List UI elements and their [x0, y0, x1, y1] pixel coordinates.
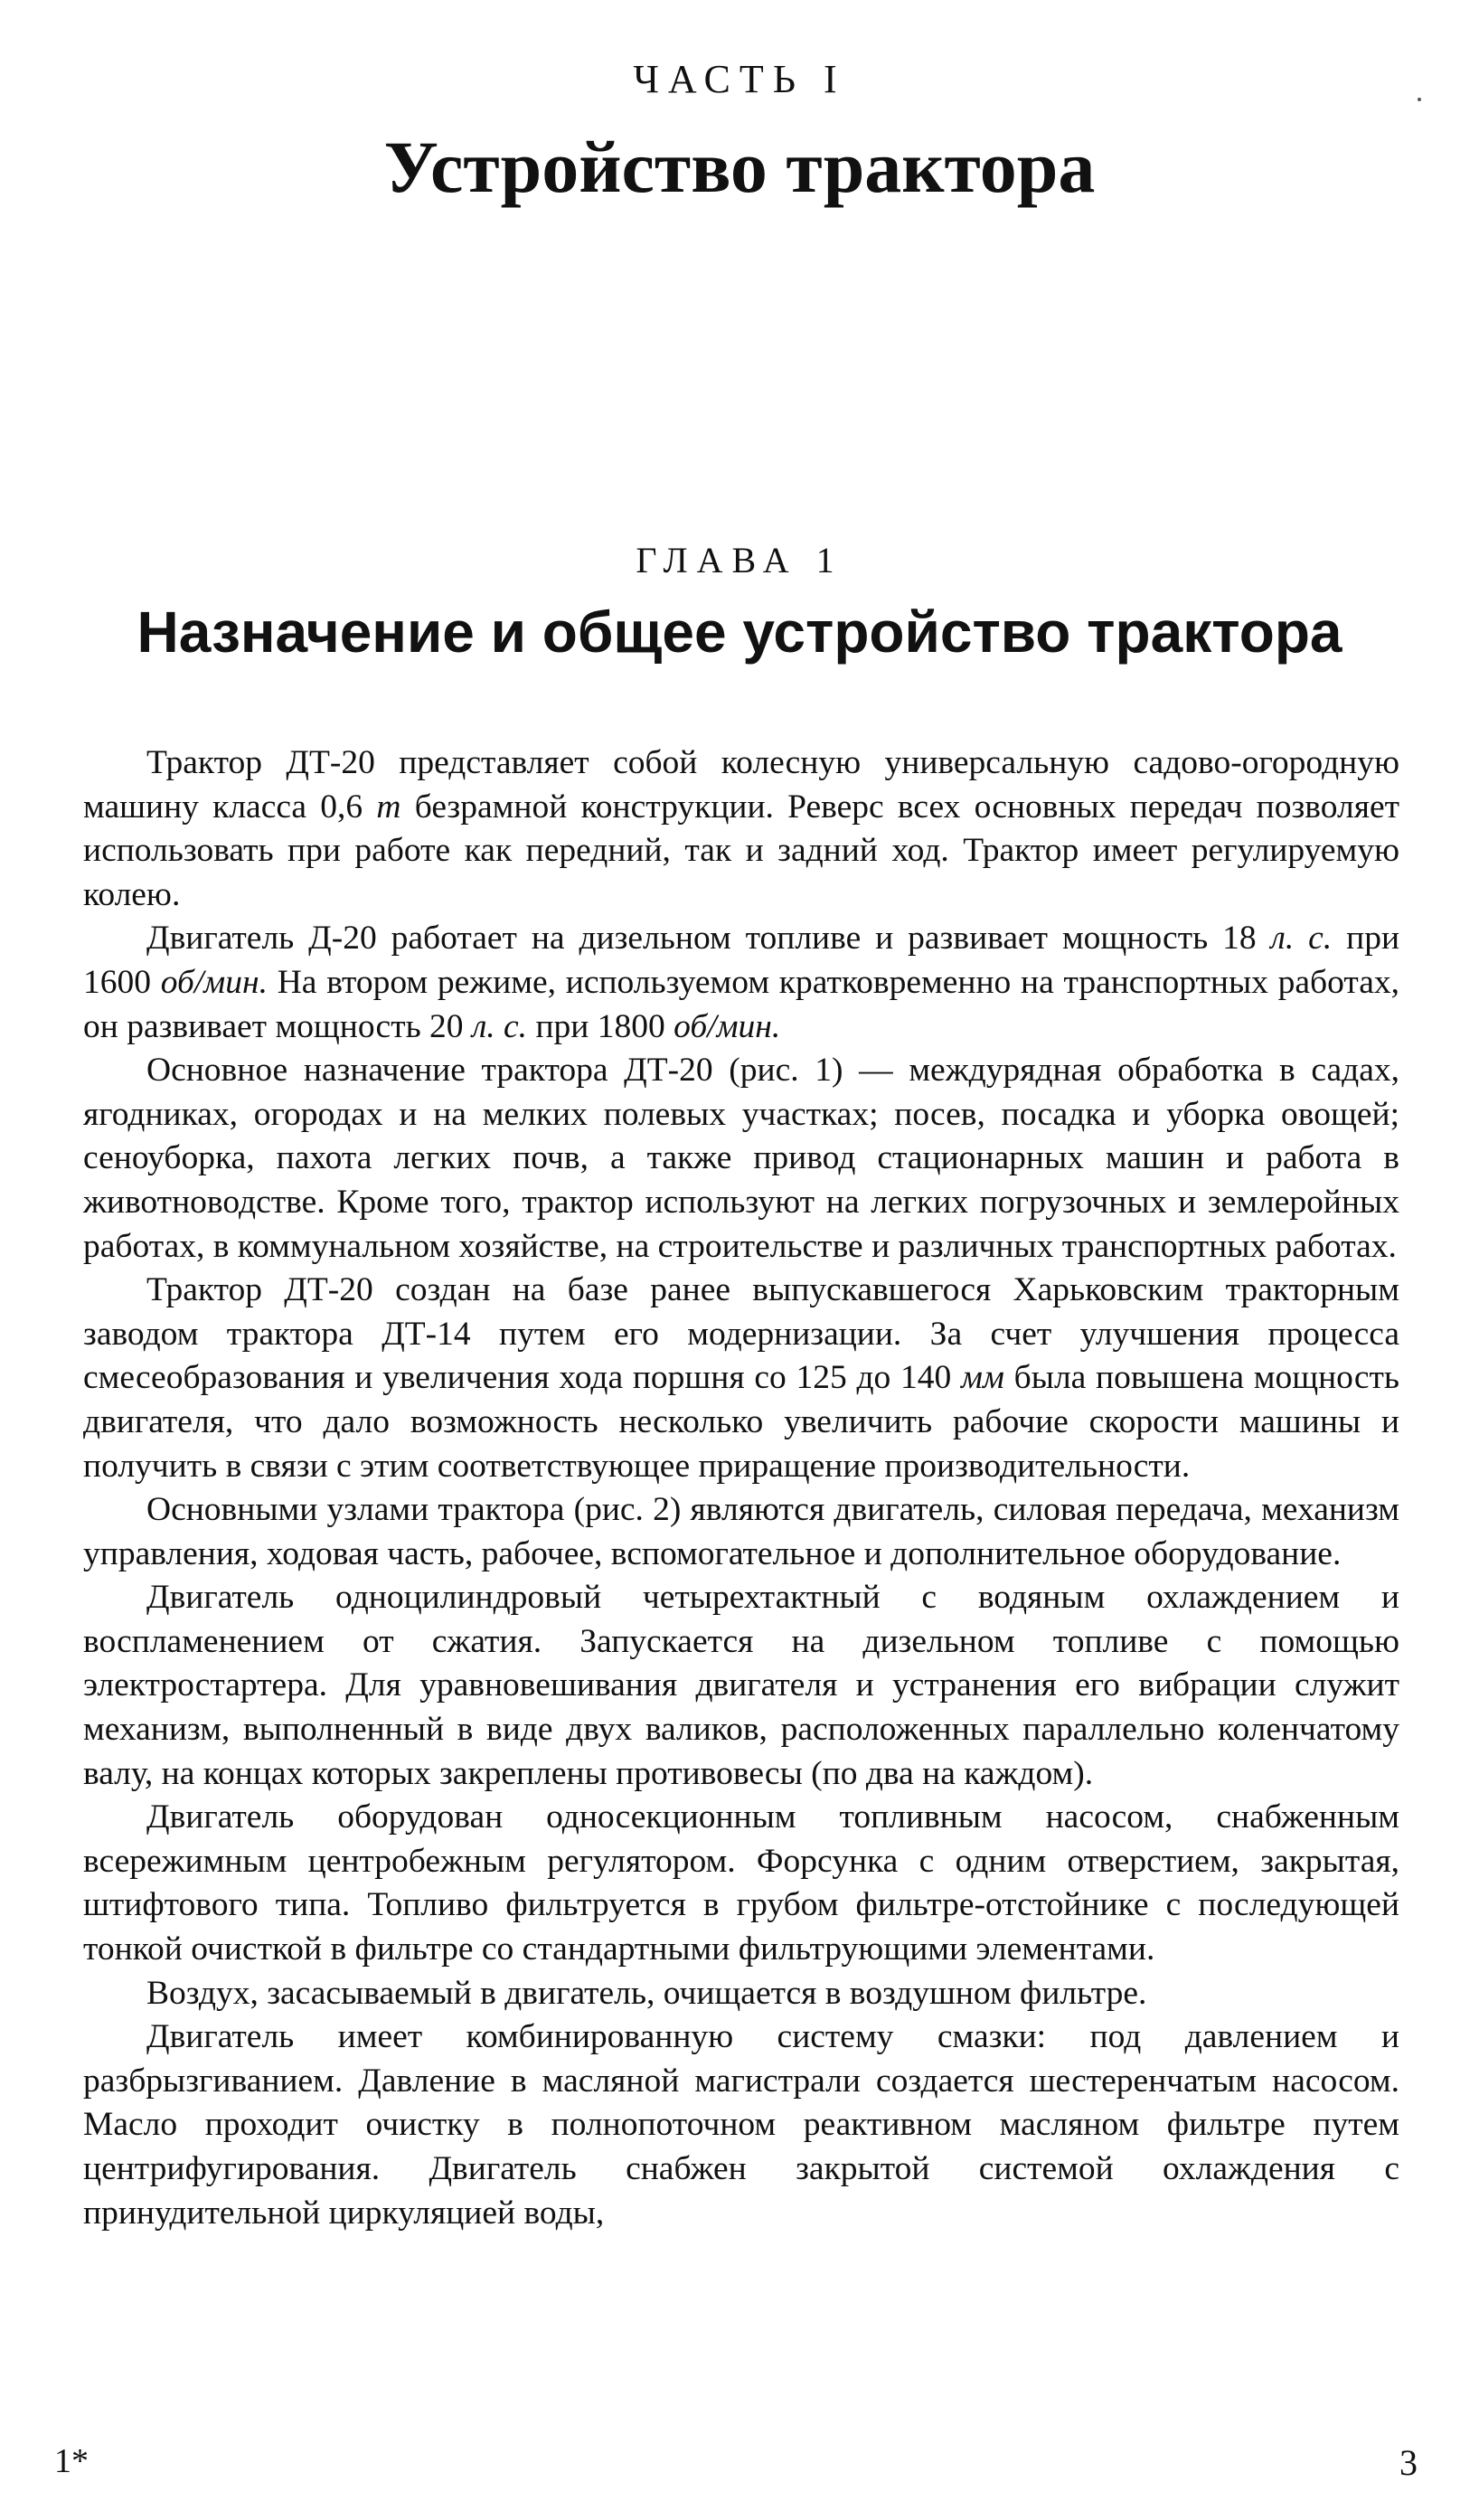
paragraph-italic-unit: л. с.: [471, 1007, 528, 1045]
paragraph: [83, 917, 1399, 1049]
paragraph-italic-unit: т: [376, 788, 401, 826]
paragraph: [83, 1972, 1399, 2016]
printer-signature: 1*: [54, 2442, 89, 2480]
paragraph: [83, 741, 1399, 917]
chapter-label: ГЛАВА 1: [636, 540, 843, 580]
paragraph-text: На втором режиме, используемом кратковременно на транспортных работах, он развивает мощность 20: [83, 963, 1400, 1045]
paragraph: [83, 1488, 1399, 1576]
body-text: [83, 741, 1399, 2235]
paragraph-text: при 1600: [83, 920, 1400, 1001]
paragraph-text: Основными узлами трактора (рис. 2) являются двигатель, силовая передача, механизм управления, ходовая часть, рабочее, вспомогательное и дополнительное оборудование.: [83, 1491, 1399, 1572]
paragraph-italic-unit: об/мин.: [160, 963, 268, 1001]
part-title: Устройство трактора: [383, 126, 1096, 208]
paragraph-text: при 1800: [527, 1007, 674, 1045]
paragraph-text: Двигатель оборудован односекционным топливным насосом, снабженным всережимным центробежным регулятором. Форсунка с одним отверстием, закрытая, штифтового типа. Топливо фильтруется в грубом фильтре-отстойнике с последующей тонкой очисткой в фильтре со стандартными фильтрующими элементами.: [83, 1798, 1399, 1968]
chapter-title: Назначение и общее устройство трактора: [137, 599, 1342, 665]
paragraph-text: безрамной конструкции. Реверс всех основных передач позволяет использовать при работе как передний, так и задний ход. Трактор имеет регулируемую колею.: [83, 788, 1399, 913]
paragraph: [83, 1269, 1399, 1488]
paragraph-italic-unit: об/мин.: [674, 1007, 781, 1045]
paragraph-text: Трактор ДТ-20 создан на базе ранее выпускавшегося Харьковским тракторным заводом трактора ДТ-14 путем его модернизации. За счет улучшения процесса смесеобразования и увеличения хода поршня со 125 до 140: [83, 1271, 1399, 1397]
paragraph-italic-unit: л. с.: [1270, 920, 1333, 958]
paragraph: [83, 1049, 1399, 1269]
paragraph: [83, 1576, 1399, 1796]
paragraph-italic-unit: мм: [961, 1359, 1004, 1397]
paragraph-text: Двигатель одноцилиндровый четырехтактный с водяным охлаждением и воспламенением от сжатия. Запускается на дизельном топливе с помощью электростартера. Для уравновешивания двигателя и устранения его вибрации служит механизм, выполненный в виде двух валиков, расположенных параллельно коленчатому валу, на концах которых закреплены противовесы (по два на каждом).: [83, 1579, 1399, 1792]
paragraph-text: Двигатель Д-20 работает на дизельном топливе и развивает мощность 18: [146, 920, 1271, 958]
paragraph-text: Трактор ДТ-20 представляет собой колесную универсальную садово-огородную машину класса 0,6: [83, 744, 1399, 826]
paragraph-text: Основное назначение трактора ДТ-20 (рис. 1) — междурядная обработка в садах, ягодниках, огородах и на мелких полевых участках; посев, посадка и уборка овощей; сеноуборка, пахота легких почв, а также привод стационарных машин и работа в животноводстве. Кроме того, трактор используют на легких погрузочных и землеройных работах, в коммунальном хозяйстве, на строительстве и различных транспортных работах.: [83, 1052, 1399, 1265]
paragraph-text: Двигатель имеет комбинированную систему смазки: под давлением и разбрызгиванием. Давление в масляной магистрали создается шестеренчатым насосом. Масло проходит очистку в полнопоточном реактивном масляном фильтре путем центрифугирования. Двигатель снабжен закрытой системой охлаждения с принудительной циркуляцией воды,: [83, 2018, 1399, 2232]
page-number: 3: [1399, 2442, 1418, 2483]
paragraph: [83, 1796, 1399, 1971]
part-label: ЧАСТЬ I: [633, 57, 846, 101]
paragraph-text: Воздух, засасываемый в двигатель, очищается в воздушном фильтре.: [146, 1974, 1147, 2012]
paragraph: [83, 2015, 1399, 2235]
paragraph-text: была повышена мощность двигателя, что дало возможность несколько увеличить рабочие скорости машины и получить в связи с этим соответствующее приращение производительности.: [83, 1359, 1399, 1485]
